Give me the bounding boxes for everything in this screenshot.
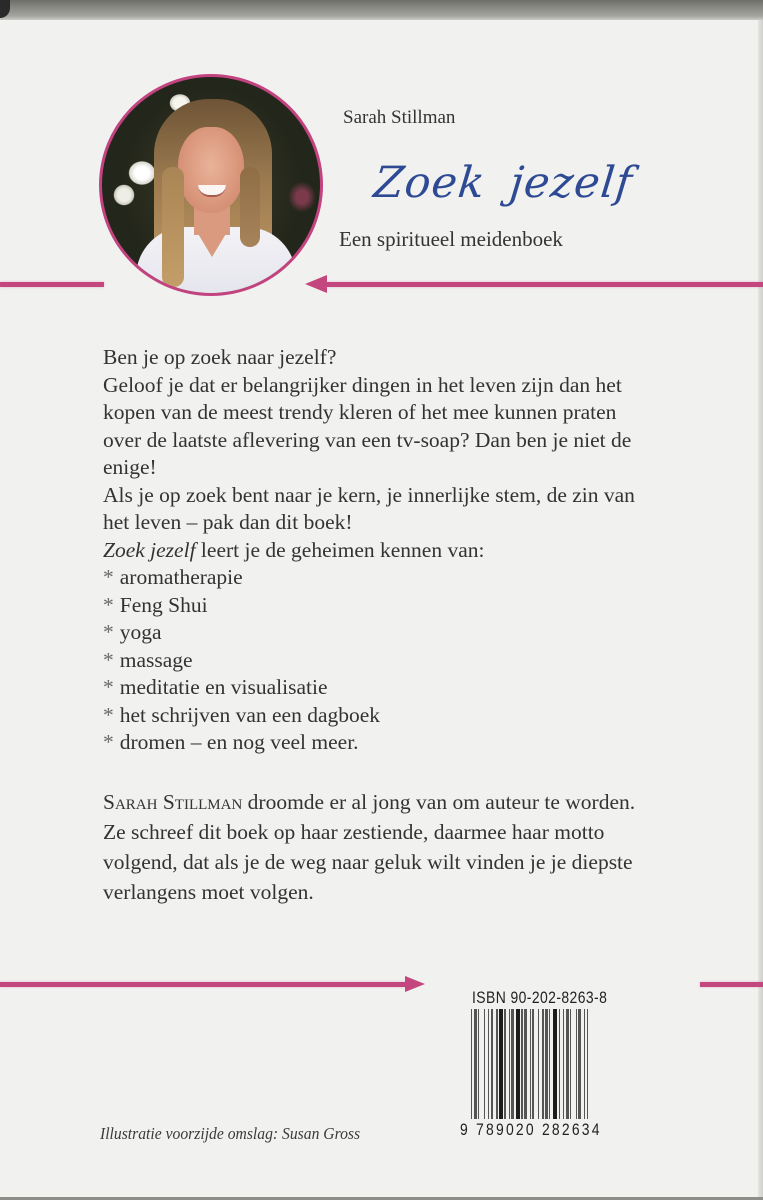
topic-label: massage xyxy=(119,647,193,672)
bio-text: droomde er al jong van om auteur te worden. Ze schreef dit boek op haar zestiende, daarmee haar motto volgend, dat als je de weg naar geluk wilt vinden je je diepste verlangens moet volgen. xyxy=(103,790,636,904)
topic-item xyxy=(103,729,663,757)
divider-arrow-line xyxy=(0,982,408,987)
blurb-intro xyxy=(103,537,663,565)
portrait-shirt-neckline xyxy=(194,227,230,257)
isbn-number: ISBN 90-202-8263-8 xyxy=(472,988,608,1007)
back-cover-blurb xyxy=(103,344,663,757)
divider-arrow-line xyxy=(322,282,763,287)
topic-label: aromatherapie xyxy=(119,565,243,589)
author-portrait xyxy=(99,74,323,296)
asterisk-bullet-icon: * xyxy=(103,675,114,699)
author-bio xyxy=(103,787,663,907)
barcode-digits: 9 789020 282634 xyxy=(460,1120,602,1139)
barcode xyxy=(471,1009,629,1119)
blurb-paragraph: Geloof je dat er belangrijker dingen in het leven zijn dan het kopen van de meest trendy kleren of het mee kunnen praten over de laatste aflevering van een tv-soap? Dan ben je niet de enige! xyxy=(103,372,632,479)
portrait-face xyxy=(178,127,244,213)
book-top-edge xyxy=(0,0,763,20)
topic-item xyxy=(103,647,663,675)
topic-item xyxy=(103,702,663,730)
asterisk-bullet-icon: * xyxy=(103,620,114,644)
topic-item xyxy=(103,619,663,647)
topic-list xyxy=(103,564,663,757)
asterisk-bullet-icon: * xyxy=(103,730,114,754)
topic-item xyxy=(103,564,663,592)
topic-label: het schrijven van een dagboek xyxy=(119,702,381,727)
topic-item xyxy=(103,592,663,620)
asterisk-bullet-icon: * xyxy=(103,647,114,672)
blurb-line: Ben je op zoek naar jezelf? xyxy=(103,345,337,369)
barcode-bar xyxy=(588,1009,591,1119)
topic-label: yoga xyxy=(119,620,162,644)
blurb-paragraph: Als je op zoek bent naar je kern, je innerlijke stem, de zin van het leven – pak dan dit boek! xyxy=(103,482,635,534)
asterisk-bullet-icon: * xyxy=(103,592,114,617)
book-subtitle: Een spiritueel meidenboek xyxy=(339,227,563,251)
topic-label: meditatie en visualisatie xyxy=(119,675,328,699)
divider-line-left xyxy=(0,282,104,287)
topic-label: dromen – en nog veel meer. xyxy=(119,730,359,754)
bio-author-name: Sarah Stillman xyxy=(103,790,243,814)
topic-item xyxy=(103,674,663,702)
arrow-right-icon xyxy=(405,976,425,992)
blurb-intro-title: Zoek jezelf xyxy=(103,537,196,562)
topic-label: Feng Shui xyxy=(119,592,208,617)
portrait-hair-strand xyxy=(162,167,184,287)
book-right-edge xyxy=(758,20,763,1200)
divider-line-right xyxy=(700,982,763,987)
asterisk-bullet-icon: * xyxy=(103,702,114,727)
book-title: Zoek jezelf xyxy=(371,158,636,208)
portrait-hair-strand xyxy=(240,167,260,247)
asterisk-bullet-icon: * xyxy=(103,565,114,589)
cover-illustration-credit: Illustratie voorzijde omslag: Susan Gross xyxy=(100,1124,361,1143)
author-name: Sarah Stillman xyxy=(343,107,456,128)
blurb-intro-text: leert je de geheimen kennen van: xyxy=(195,537,485,562)
